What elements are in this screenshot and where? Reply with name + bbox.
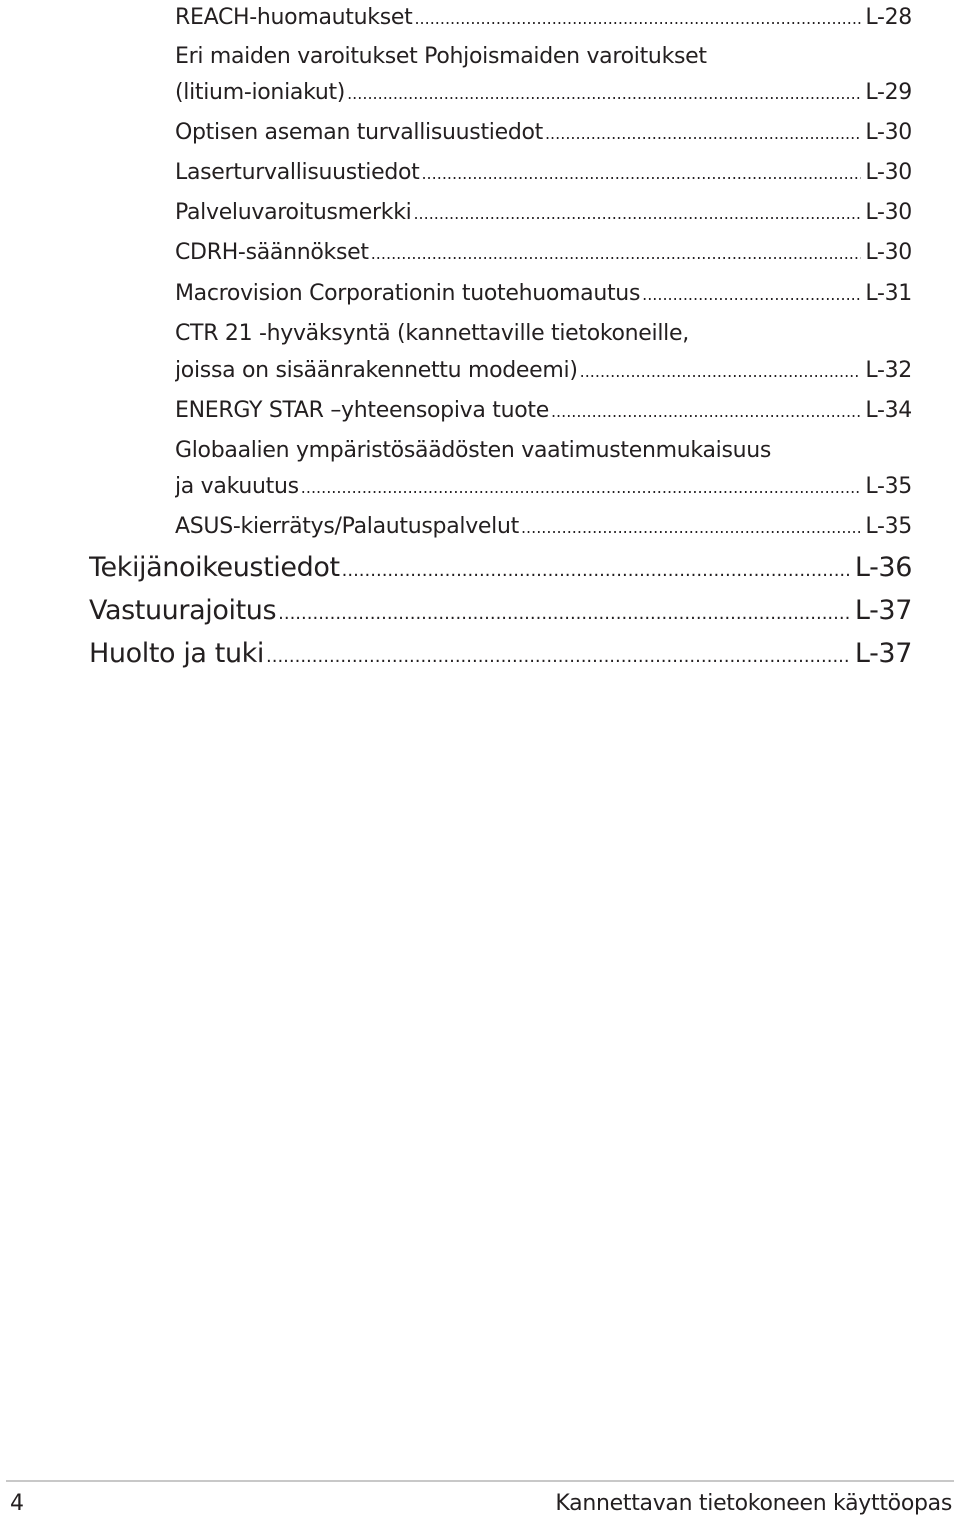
toc-entry-page: L-32 bbox=[865, 358, 912, 383]
toc-entry-page: L-34 bbox=[865, 398, 912, 423]
footer-divider bbox=[6, 1480, 954, 1482]
dot-leader bbox=[301, 470, 862, 506]
dot-leader bbox=[521, 510, 861, 546]
toc-entry-macrovision[interactable] bbox=[175, 276, 912, 313]
toc-entry-line: Eri maiden varoitukset Pohjoismaiden varoitukset bbox=[175, 44, 707, 69]
toc-entry-nordic-warnings[interactable] bbox=[175, 75, 912, 112]
toc-entry-title: Laserturvallisuustiedot bbox=[175, 160, 420, 185]
toc-entry-page: L-36 bbox=[854, 552, 912, 583]
toc-entry-asus-recycling[interactable] bbox=[175, 509, 912, 546]
toc-entry-ctr21[interactable] bbox=[175, 353, 912, 390]
dot-leader bbox=[342, 551, 851, 591]
toc-entry-title: Palveluvaroitusmerkki bbox=[175, 200, 412, 225]
toc-entry-global-environment[interactable] bbox=[175, 469, 912, 506]
toc-entry-title: Tekijänoikeustiedot bbox=[89, 552, 340, 583]
dot-leader bbox=[266, 637, 851, 677]
dot-leader bbox=[413, 196, 861, 232]
dot-leader bbox=[642, 277, 861, 313]
toc-entry-page: L-29 bbox=[865, 80, 912, 105]
toc-entry-page: L-35 bbox=[865, 474, 912, 499]
toc-entry-title: REACH-huomautukset bbox=[175, 5, 413, 30]
toc-entry-page: L-37 bbox=[854, 595, 912, 626]
footer-manual-title: Kannettavan tietokoneen käyttöopas bbox=[555, 1491, 952, 1516]
toc-entry-title: joissa on sisäänrakennettu modeemi) bbox=[175, 358, 578, 383]
dot-leader bbox=[414, 1, 861, 37]
dot-leader bbox=[551, 394, 861, 430]
toc-entry-copyright[interactable] bbox=[89, 548, 912, 591]
toc-entry-title: Macrovision Corporationin tuotehuomautus bbox=[175, 281, 641, 306]
toc-entry-page: L-30 bbox=[865, 200, 912, 225]
toc-entry-page: L-30 bbox=[865, 240, 912, 265]
toc-entry-page: L-31 bbox=[865, 281, 912, 306]
toc-entry-title: ENERGY STAR –yhteensopiva tuote bbox=[175, 398, 549, 423]
dot-leader bbox=[278, 594, 851, 634]
toc-entry-reach[interactable] bbox=[175, 0, 912, 37]
toc-entry-limitation-of-liability[interactable] bbox=[89, 591, 912, 634]
toc-entry-page: L-35 bbox=[865, 514, 912, 539]
toc-entry-optical-drive-safety[interactable] bbox=[175, 115, 912, 152]
toc-entry-laser-safety[interactable] bbox=[175, 155, 912, 192]
toc-entry-title: ja vakuutus bbox=[175, 474, 299, 499]
toc-entry-service-support[interactable] bbox=[89, 634, 912, 677]
dot-leader bbox=[545, 116, 861, 152]
dot-leader bbox=[580, 354, 862, 390]
dot-leader bbox=[421, 156, 861, 192]
toc-entry-title: ASUS-kierrätys/Palautuspalvelut bbox=[175, 514, 519, 539]
toc-entry-energy-star[interactable] bbox=[175, 393, 912, 430]
toc-entry-title: Optisen aseman turvallisuustiedot bbox=[175, 120, 543, 145]
toc-entry-title: CDRH-säännökset bbox=[175, 240, 369, 265]
toc-entry-line: CTR 21 -hyväksyntä (kannettaville tietokoneille, bbox=[175, 321, 689, 346]
toc-entry-line: Globaalien ympäristösäädösten vaatimustenmukaisuus bbox=[175, 438, 772, 463]
toc-entry-title: Huolto ja tuki bbox=[89, 638, 264, 669]
footer-page-number: 4 bbox=[10, 1491, 24, 1516]
toc-entry-page: L-28 bbox=[865, 5, 912, 30]
toc-entry-title: (litium-ioniakut) bbox=[175, 80, 346, 105]
toc-entry-page: L-30 bbox=[865, 160, 912, 185]
toc-entry-cdrh[interactable] bbox=[175, 235, 912, 272]
toc-entry-page: L-37 bbox=[854, 638, 912, 669]
dot-leader bbox=[371, 236, 862, 272]
toc-entry-page: L-30 bbox=[865, 120, 912, 145]
toc-entry-title: Vastuurajoitus bbox=[89, 595, 277, 626]
toc-entry-service-warning[interactable] bbox=[175, 195, 912, 232]
dot-leader bbox=[347, 76, 861, 112]
